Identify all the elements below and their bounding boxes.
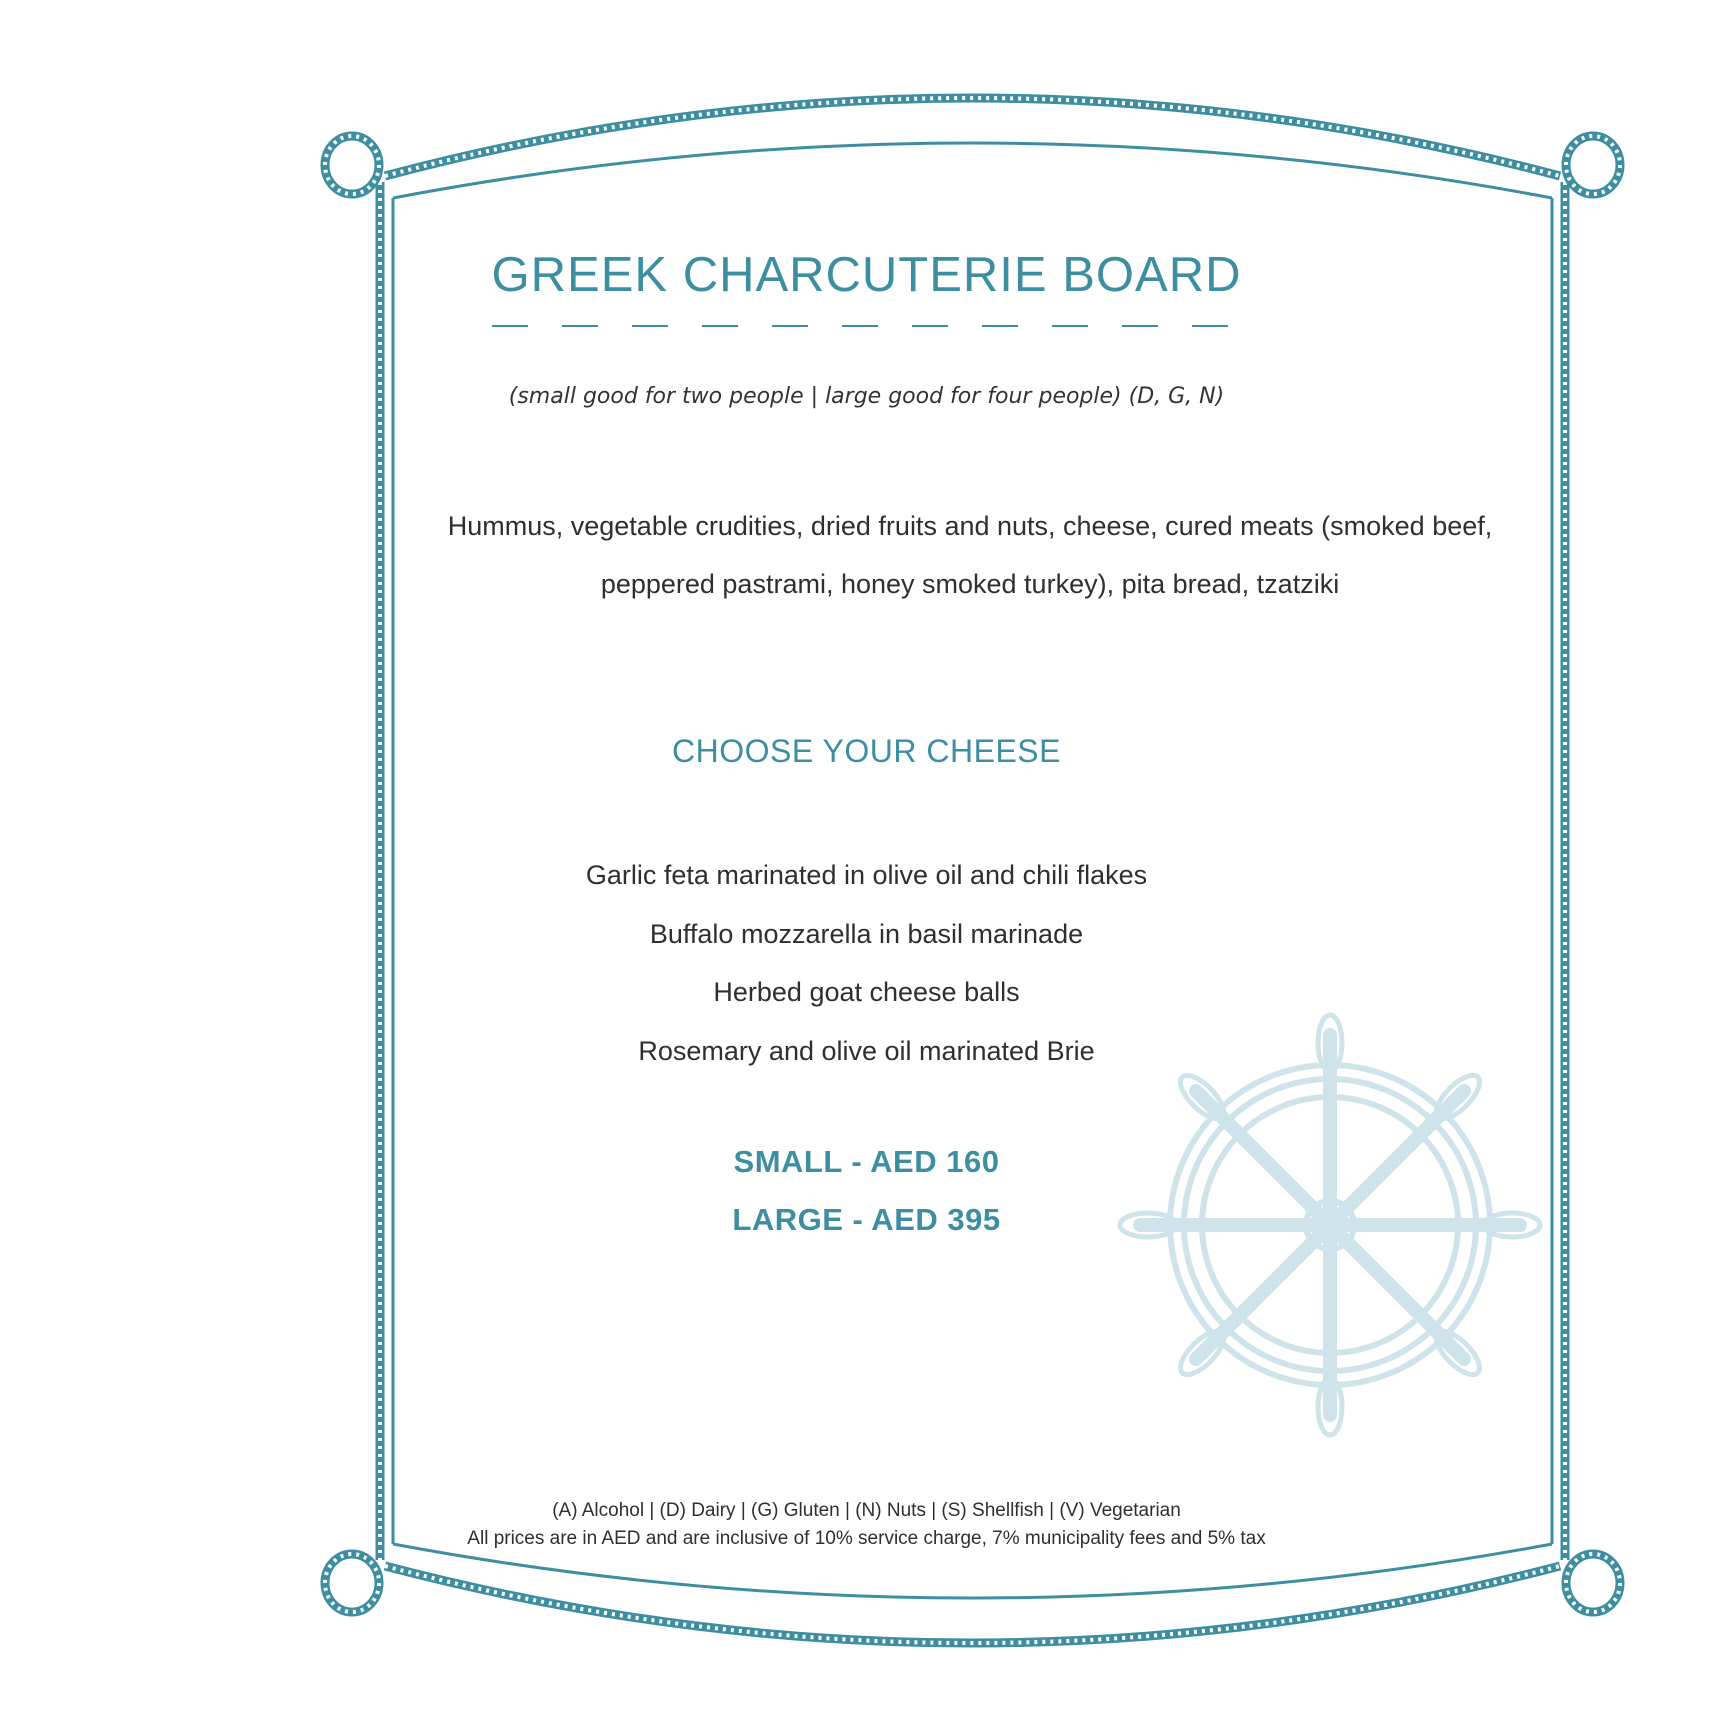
cheese-option: Herbed goat cheese balls bbox=[713, 977, 1020, 1007]
cheese-section-heading: CHOOSE YOUR CHEESE bbox=[672, 733, 1061, 769]
allergen-legend: (A) Alcohol | (D) Dairy | (G) Gluten | (N) Nuts | (S) Shellfish | (V) Vegetarian bbox=[552, 1500, 1181, 1521]
cheese-list bbox=[0, 846, 1733, 1080]
footer-notes bbox=[0, 1497, 1733, 1553]
dish-description: Hummus, vegetable crudities, dried fruits and nuts, cheese, cured meats (smoked beef, peppered pastrami, honey smoked turkey), pita bread, tzatziki bbox=[447, 511, 1493, 599]
cheese-option: Garlic feta marinated in olive oil and chili flakes bbox=[585, 860, 1148, 890]
tax-note: All prices are in AED and are inclusive of 10% service charge, 7% municipality fees and 5% tax bbox=[467, 1528, 1266, 1549]
price-small: SMALL - AED 160 bbox=[733, 1144, 1000, 1179]
cheese-option: Buffalo mozzarella in basil marinade bbox=[649, 918, 1084, 949]
price-large: LARGE - AED 395 bbox=[732, 1202, 1001, 1237]
menu-title: GREEK CHARCUTERIE BOARD bbox=[492, 245, 1242, 327]
cheese-option: Rosemary and olive oil marinated Brie bbox=[638, 1035, 1095, 1066]
serving-note: (small good for two people | large good for four people) (D, G, N) bbox=[508, 384, 1225, 409]
title-container bbox=[0, 245, 1733, 327]
